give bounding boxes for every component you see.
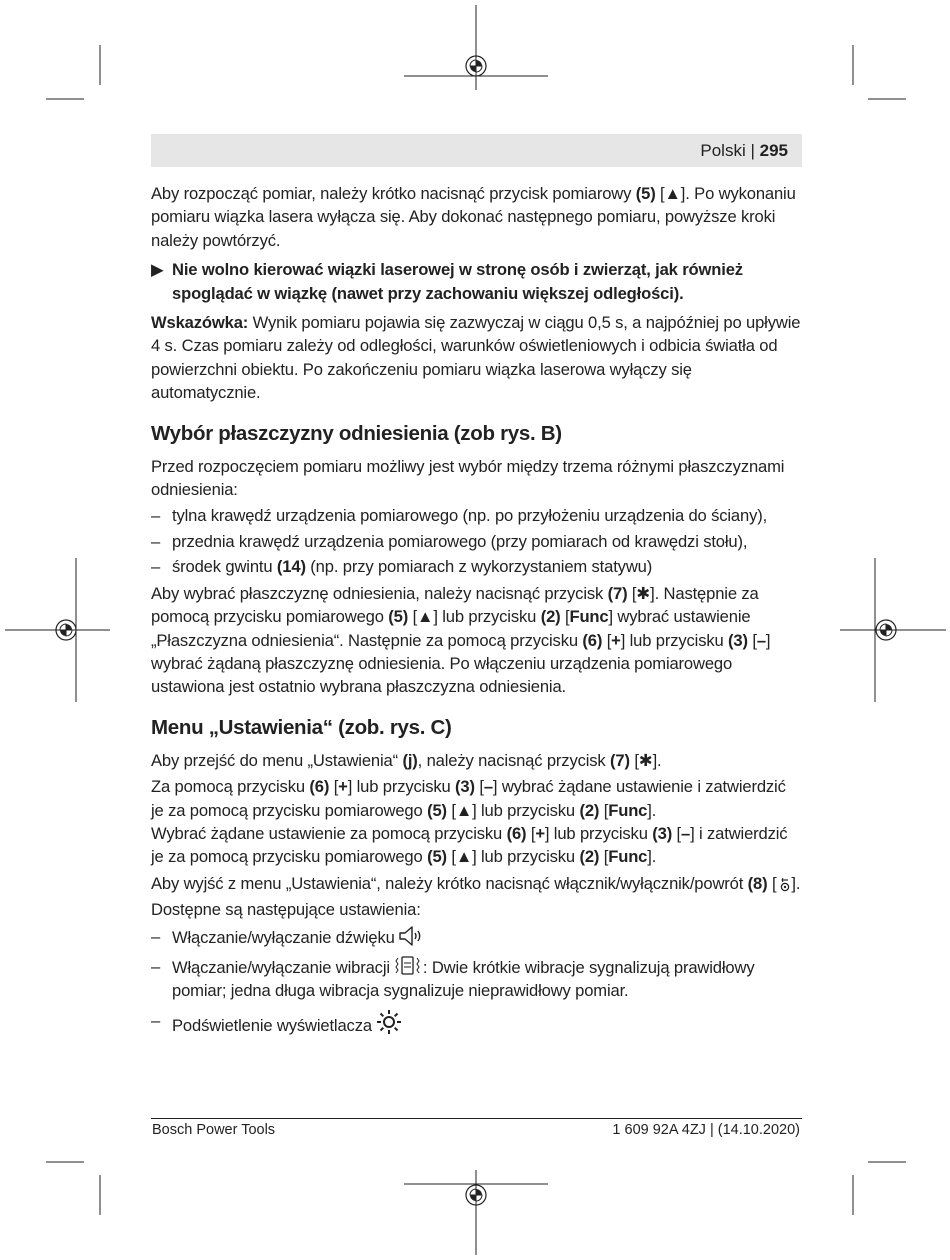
- list-dash: –: [151, 1010, 161, 1030]
- text: [: [474, 777, 484, 797]
- text: ]. Następnie za pomocą przycisku pomiarowego: [151, 583, 759, 627]
- page-header: [151, 134, 802, 167]
- text: Włączanie/wyłączanie dźwięku: [172, 927, 395, 947]
- text: ] lub przycisku: [620, 630, 729, 650]
- settings-icon: ✱: [636, 583, 651, 603]
- list-dash: –: [151, 557, 161, 577]
- key-label: +: [611, 630, 621, 650]
- settings-exit-paragraph: [151, 872, 802, 895]
- key-ref: (j): [402, 750, 418, 770]
- list-item: [151, 1009, 802, 1037]
- text: [: [599, 800, 609, 820]
- settings-list: [151, 925, 802, 1038]
- list-item: [151, 925, 802, 949]
- list-item: [151, 530, 802, 553]
- note-label: Wskazówka:: [151, 313, 249, 333]
- power-return-icon: [779, 877, 791, 893]
- note-text: Wynik pomiaru pojawia się zazwyczaj w ciągu 0,5 s, a najpóźniej po upływie 4 s. Czas pomiaru zależy od odległości, warunków oświetleniowych i odbicia światła od powierzchni obiektu. Po zakończeniu pomiaru wiązka laserowa wyłączy się automatycznie.: [151, 313, 801, 403]
- list-item-text: [172, 555, 652, 578]
- page-number: 295: [759, 141, 788, 160]
- sun-icon: [375, 1009, 403, 1035]
- text: ].: [652, 750, 662, 770]
- text: środek gwintu: [172, 557, 277, 577]
- text: [: [629, 750, 639, 770]
- header-language: Polski: [700, 141, 746, 160]
- text: ] wybrać żądane ustawienie i zatwierdzić je za pomocą przycisku pomiarowego: [151, 777, 786, 820]
- key-label: –: [756, 630, 766, 650]
- text: [: [560, 607, 570, 627]
- key-ref: (8): [747, 873, 768, 893]
- text: ].: [647, 800, 657, 820]
- header-separator: |: [750, 141, 755, 160]
- text: ] i zatwierdzić je za pomocą przycisku pomiarowego: [151, 823, 788, 867]
- speaker-icon: [398, 925, 424, 947]
- key-ref: (6): [582, 630, 603, 650]
- key-ref: (6): [506, 823, 527, 843]
- list-item-text: przednia krawędź urządzenia pomiarowego (przy pomiarach od krawędzi stołu),: [172, 531, 748, 551]
- key-ref: (7): [607, 583, 628, 603]
- text: : Dwie krótkie wibracje sygnalizują prawidłowy pomiar; jedna długa wibracja sygnalizuje nieprawidłowy pomiar.: [172, 957, 755, 1001]
- text: [▲] lub przycisku: [446, 800, 580, 820]
- key-ref: (3): [728, 630, 748, 650]
- key-label: Func: [608, 800, 648, 820]
- text: [: [602, 630, 612, 650]
- text: [: [767, 873, 777, 893]
- list-item-text: [172, 1009, 403, 1037]
- text: ].: [647, 847, 657, 867]
- key-label: +: [535, 823, 545, 843]
- text: Aby wybrać płaszczyznę odniesienia, należy nacisnąć przycisk: [151, 583, 608, 603]
- paragraph-start-measurement: [151, 182, 802, 252]
- text: Włączanie/wyłączanie wibracji: [172, 957, 390, 977]
- key-ref: (7): [610, 750, 630, 770]
- list-dash: –: [151, 531, 161, 551]
- settings-available-intro: Dostępne są następujące ustawienia:: [151, 900, 421, 920]
- text: ] lub przycisku: [347, 777, 456, 797]
- settings-icon: ✱: [638, 750, 653, 770]
- list-item: [151, 955, 802, 1003]
- header-text: [700, 141, 788, 161]
- footer-rule: [151, 1118, 802, 1119]
- text: Wybrać żądane ustawienie za pomocą przycisku: [151, 823, 507, 843]
- text: ] wybrać ustawienie „Płaszczyzna odniesienia“. Następnie za pomocą przycisku: [151, 607, 751, 650]
- key-ref: (5): [388, 607, 409, 627]
- text: , należy nacisnąć przycisk: [417, 750, 611, 770]
- text: [: [526, 823, 536, 843]
- list-item-text: tylna krawędź urządzenia pomiarowego (np. po przyłożeniu urządzenia do ściany),: [172, 506, 768, 526]
- key-ref: (5): [427, 800, 447, 820]
- list-dash: –: [151, 926, 161, 946]
- key-label: –: [483, 777, 493, 797]
- list-item: [151, 504, 802, 527]
- list-item-text: [172, 955, 802, 1003]
- list-dash: –: [151, 956, 161, 976]
- key-ref: (2): [540, 607, 561, 627]
- key-ref: (14): [276, 557, 306, 577]
- text: [: [627, 583, 637, 603]
- list-item-text: [172, 925, 424, 949]
- text: [: [672, 823, 681, 843]
- text: Za pomocą przycisku: [151, 777, 310, 797]
- key-ref: (5): [635, 184, 656, 203]
- page-content: [151, 182, 802, 1040]
- key-label: Func: [608, 847, 648, 867]
- key-label: Func: [569, 607, 609, 627]
- key-ref: (6): [309, 777, 330, 797]
- vibration-icon: [393, 955, 423, 977]
- reference-plane-list: [151, 504, 802, 578]
- note-paragraph: [151, 311, 802, 405]
- warning-text: Nie wolno kierować wiązki laserowej w stronę osób i zwierząt, jak również spoglądać w wiązkę (nawet przy zachowaniu większej odległości).: [172, 260, 743, 303]
- key-label: –: [681, 823, 691, 843]
- safety-warning: [151, 258, 802, 305]
- section-heading-reference-plane: Wybór płaszczyzny odniesienia (zob rys. B): [151, 421, 562, 445]
- reference-plane-instructions: [151, 582, 802, 699]
- text: Podświetlenie wyświetlacza: [172, 1015, 372, 1035]
- text: [▲] lub przycisku: [446, 847, 580, 867]
- text: ] lub przycisku: [544, 823, 653, 843]
- footer-doc-number: 1 609 92A 4ZJ | (14.10.2020): [612, 1122, 800, 1138]
- text: [: [329, 777, 339, 797]
- key-ref: (2): [579, 847, 600, 867]
- key-ref: (3): [455, 777, 475, 797]
- text: ].: [791, 873, 801, 893]
- text: [: [599, 847, 609, 867]
- section-heading-settings-menu: Menu „Ustawienia“ (zob. rys. C): [151, 715, 452, 739]
- text: [: [747, 630, 757, 650]
- key-label: +: [338, 777, 348, 797]
- list-dash: –: [151, 506, 161, 526]
- footer-brand: Bosch Power Tools: [152, 1122, 276, 1138]
- list-item: [151, 555, 802, 578]
- settings-select-paragraph: [151, 775, 802, 869]
- text: (np. przy pomiarach z wykorzystaniem statywu): [305, 557, 653, 577]
- text: ] wybrać żądaną płaszczyznę odniesienia. Po włączeniu urządzenia pomiarowego ustawiona jest ostatnio wybrana płaszczyzna odniesienia.: [151, 630, 771, 697]
- settings-open-paragraph: [151, 749, 802, 772]
- text: Aby przejść do menu „Ustawienia“: [151, 750, 403, 770]
- key-ref: (5): [427, 847, 447, 867]
- warning-arrow-icon: ▶: [151, 260, 164, 280]
- text: [▲]. Po wykonaniu pomiaru wiązka lasera wyłącza się. Aby dokonać następnego pomiaru, powyższe kroki należy powtórzyć.: [151, 184, 796, 250]
- key-ref: (3): [652, 823, 673, 843]
- key-ref: (2): [579, 800, 600, 820]
- text: [▲] lub przycisku: [408, 607, 541, 627]
- text: Aby rozpocząć pomiar, należy krótko nacisnąć przycisk pomiarowy: [151, 184, 636, 203]
- reference-plane-intro: Przed rozpoczęciem pomiaru możliwy jest wybór między trzema różnymi płaszczyznami odniesienia:: [151, 456, 785, 500]
- text: Aby wyjść z menu „Ustawienia“, należy krótko nacisnąć włącznik/wyłącznik/powrót: [151, 873, 748, 893]
